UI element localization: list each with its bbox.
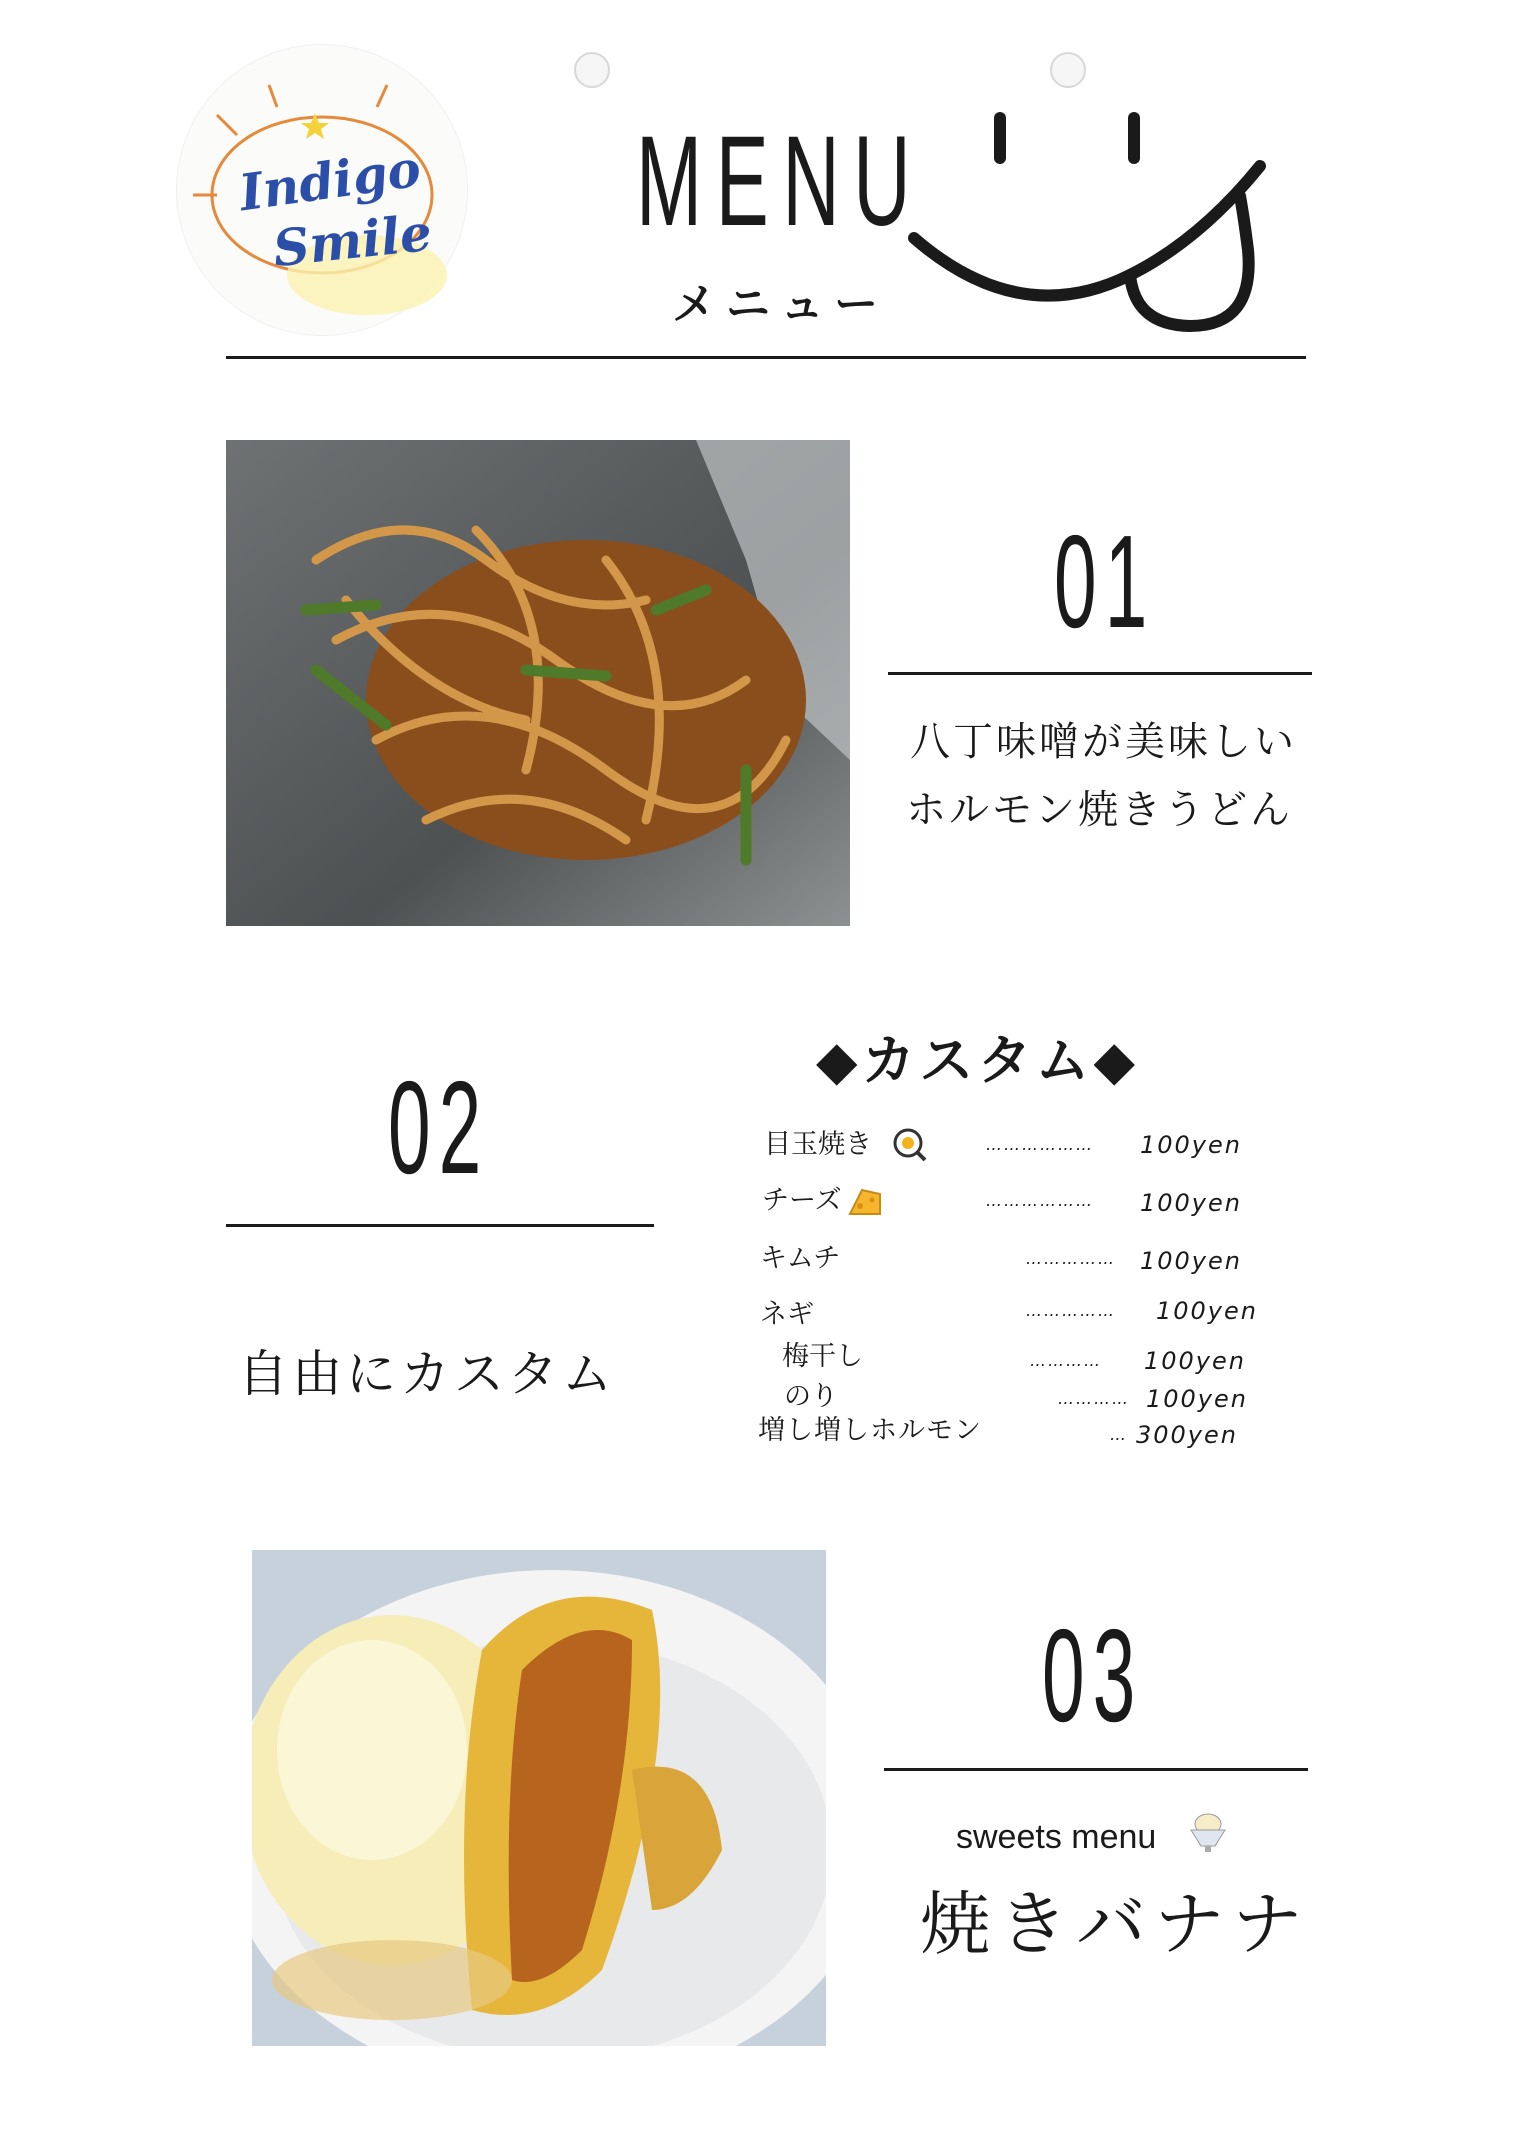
item-01-number: 01 [1054, 508, 1156, 655]
custom-option-leader: …………… [1026, 1301, 1116, 1320]
page-subtitle: メニュー [672, 279, 888, 330]
item-03-divider [884, 1768, 1308, 1771]
custom-option-name: チーズ [762, 1185, 842, 1216]
custom-option-leader: ………… [1030, 1351, 1102, 1370]
custom-option-name: 梅干し [782, 1341, 863, 1372]
item-02-divider [226, 1224, 654, 1227]
item-01-divider [888, 672, 1312, 675]
item-02-number: 02 [388, 1054, 490, 1201]
custom-option-leader: … [1110, 1425, 1128, 1444]
page-title: MENU [636, 110, 925, 253]
custom-option-name: 増し増しホルモン [758, 1415, 982, 1446]
logo-line1: Indigo [235, 138, 425, 223]
custom-option-price: 100yen [1144, 1347, 1246, 1375]
custom-option-name: ネギ [760, 1299, 814, 1330]
custom-option-leader: ……………… [986, 1135, 1094, 1154]
item-01-photo [226, 440, 850, 926]
custom-option-price: 100yen [1156, 1297, 1258, 1325]
item-02-desc: 自由にカスタム [238, 1345, 616, 1403]
custom-option-leader: ……………… [986, 1191, 1094, 1210]
custom-option-leader: …………… [1026, 1249, 1116, 1268]
custom-option-name: 目玉焼き [764, 1129, 872, 1160]
sundae-icon [1188, 1812, 1228, 1856]
smiley-face-icon [900, 100, 1290, 340]
custom-option-price: 100yen [1140, 1247, 1242, 1275]
fried-egg-icon [893, 1128, 927, 1162]
logo-line2: Smile [270, 202, 435, 279]
item-03-number: 03 [1042, 1602, 1144, 1749]
custom-option-price: 300yen [1136, 1421, 1238, 1449]
header-divider [226, 356, 1306, 359]
custom-option-price: 100yen [1140, 1131, 1242, 1159]
item-03-name: 焼きバナナ [920, 1883, 1310, 1965]
item-03-photo [252, 1550, 826, 2046]
item-01-desc-line2: ホルモン焼きうどん [906, 787, 1293, 833]
punch-hole-left [574, 52, 610, 88]
item-01-desc-line1: 八丁味噌が美味しい [910, 719, 1297, 765]
custom-option-name: キムチ [760, 1243, 841, 1274]
custom-heading: ◆カスタム◆ [816, 1029, 1140, 1092]
custom-option-name: のり [784, 1381, 838, 1412]
cheese-icon [848, 1188, 882, 1218]
custom-option-leader: ………… [1058, 1389, 1130, 1408]
indigo-smile-logo [176, 44, 468, 336]
custom-option-price: 100yen [1146, 1385, 1248, 1413]
custom-option-price: 100yen [1140, 1189, 1242, 1217]
item-03-tag: sweets menu [956, 1818, 1157, 1856]
punch-hole-right [1050, 52, 1086, 88]
